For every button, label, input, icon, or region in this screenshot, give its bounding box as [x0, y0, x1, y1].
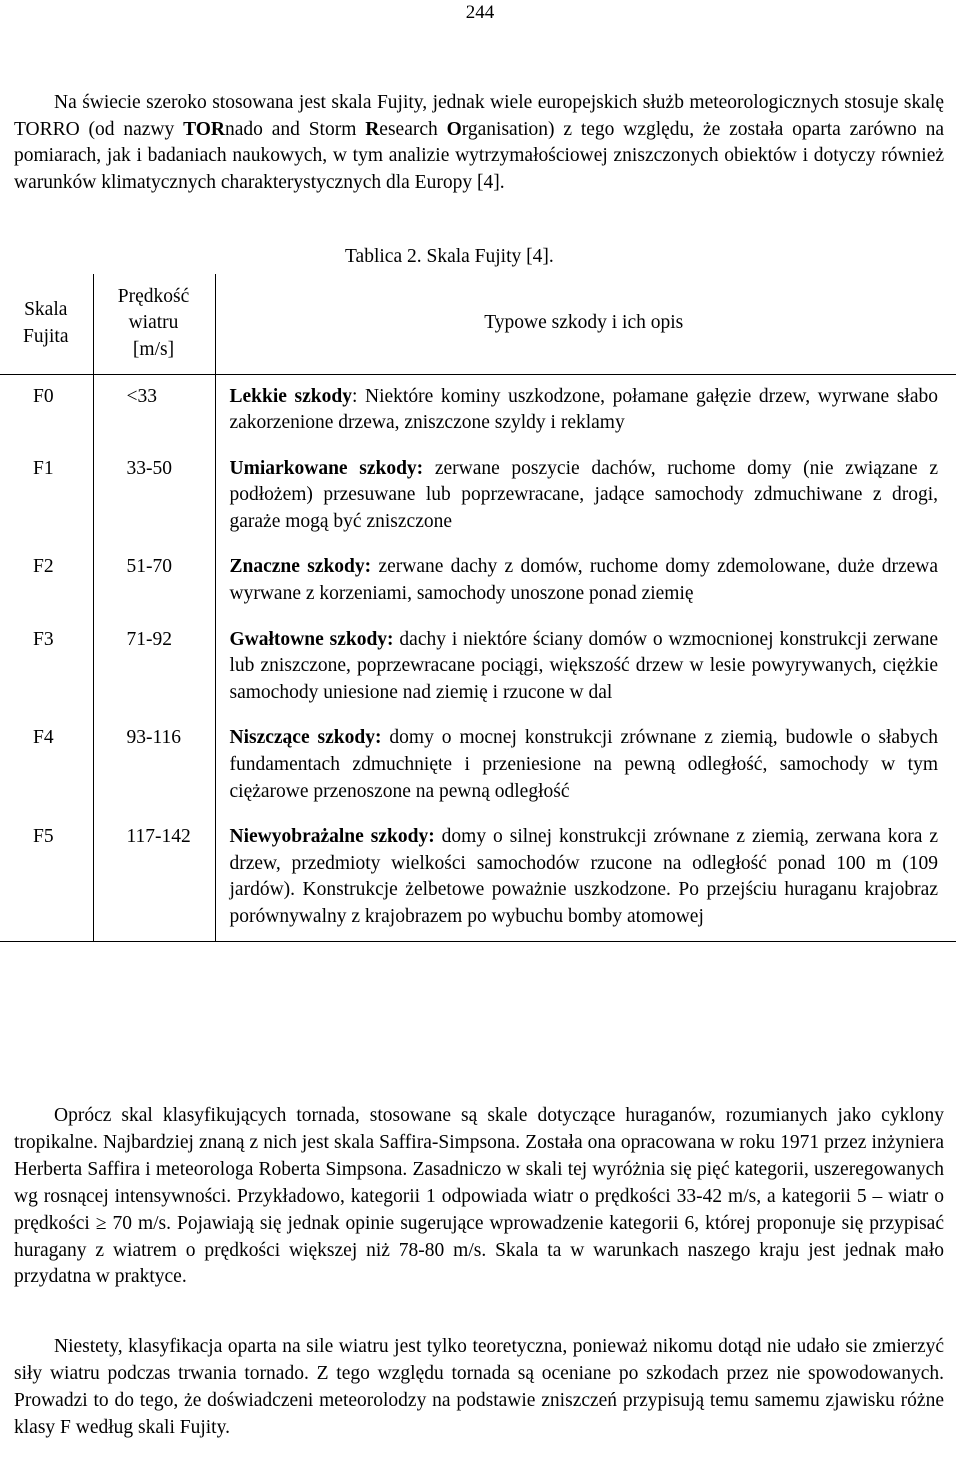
table-caption: Tablica 2. Skala Fujity [4].	[345, 246, 554, 267]
cell-scale: F3	[0, 617, 93, 716]
fujita-table	[0, 274, 956, 942]
cell-damage: Gwałtowne szkody: dachy i niektóre ściany domów o wzmocnionej konstrukcji zerwane lub zniszczone, poprzewracane pociągi, większość drzew w lesie powyrywanych, ciężkie samochody uniesione nad ziemię i rzucone w dal	[229, 628, 939, 703]
cell-damage: Lekkie szkody: Niektóre kominy uszkodzone, połamane gałęzie drzew, wyrwane słabo zakorzenione drzewa, zniszczone szyldy i reklamy	[229, 385, 938, 434]
cell-speed: <33	[93, 374, 215, 446]
cell-scale: F4	[0, 715, 93, 814]
table-row	[0, 814, 956, 941]
header-damage: Typowe szkody i ich opis	[215, 274, 956, 374]
cell-speed: 51-70	[93, 544, 215, 616]
header-scale: Skala Fujita	[0, 274, 93, 374]
cell-speed: 33-50	[93, 446, 215, 545]
cell-damage: Znaczne szkody: zerwane dachy z domów, ruchome domy zdemolowane, duże drzewa wyrwane z korzeniami, samochody unoszone ponad ziemię	[229, 556, 938, 605]
table-row	[0, 374, 956, 446]
cell-speed: 117-142	[93, 814, 215, 941]
cell-damage: Niewyobrażalne szkody: domy o silnej konstrukcji zrównane z ziemią, zerwana kora z drzew, przedmioty wielkości samochodów rzucone na odległość ponad 100 m (109 jardów). Konstrukcje żelbetowe poważnie uszkodzone. Po przejściu huraganu krajobraz porównywalny z krajobrazem po wybuchu bomby atomowej	[215, 814, 956, 941]
intro-paragraph: Na świecie szeroko stosowana jest skala Fujity, jednak wiele europejskich służb meteorologicznych stosuje skalę TORRO (od nazwy TORnado and Storm Research Organisation) z tego względu, że została oparta zarówno na pomiarach, jak i badaniach naukowych, w tym analizie wytrzymałościowej zniszczonych obiektów i dotyczy również warunków klimatycznych charakterystycznych dla Europy [4].	[14, 92, 944, 193]
table-header-row	[0, 274, 956, 374]
cell-damage: Umiarkowane szkody: zerwane poszycie dachów, ruchome domy (nie związane z podłożem) przesuwane lub poprzewracane, jadące samochody zdmuchiwane z drogi, garaże mogą być zniszczone	[229, 457, 938, 532]
cell-speed: 93-116	[93, 715, 215, 814]
table-row	[0, 715, 956, 814]
table-row	[0, 544, 956, 616]
cell-scale: F1	[0, 446, 93, 545]
cell-scale: F0	[0, 374, 93, 446]
header-speed: Prędkość wiatru [m/s]	[93, 274, 215, 374]
table-row	[0, 617, 956, 716]
page-number: 244	[465, 2, 495, 23]
cell-damage: Niszczące szkody: domy o mocnej konstrukcji zrównane z ziemią, budowle o słabych fundamentach zdmuchnięte i przeniesione na pewną odległość, samochody w tym ciężarowe przenoszone na pewną odległość	[229, 727, 938, 802]
cell-scale: F2	[0, 544, 93, 616]
cell-speed: 71-92	[93, 617, 215, 716]
table-row	[0, 446, 956, 545]
saffir-simpson-paragraph: Oprócz skal klasyfikujących tornada, stosowane są skale dotyczące huraganów, rozumianych jako cyklony tropikalne. Najbardziej znaną z nich jest skala Saffira-Simpsona. Została ona opracowana w roku 1971 przez inżyniera Herberta Saffira i meteorologa Roberta Simpsona. Zasadniczo w skali tej wyróżnia się pięć kategorii, uszeregowanych wg rosnącej intensywności. Przykładowo, kategorii 1 odpowiada wiatr o prędkości 33-42 m/s, a kategorii 5 – wiatr o prędkości ≥ 70 m/s. Pojawiają się jednak opinie sugerujące wprowadzenie kategorii 6, której proponuje się przypisać huragany z wiatrem o prędkości większej niż 78-80 m/s. Skala ta w warunkach naszego kraju jest jednak mało przydatna w praktyce.	[14, 1105, 944, 1288]
conclusion-paragraph: Niestety, klasyfikacja oparta na sile wiatru jest tylko teoretyczna, ponieważ nikomu dotąd nie udało sie zmierzyć siły wiatru podczas trwania tornado. Z tego względu tornada są oceniane po szkodach przez nie spowodowanych. Prowadzi to do tego, że doświadczeni meteorolodzy na podstawie zniszczeń przypisują temu samemu zjawisku różne klasy F według skali Fujity.	[14, 1336, 944, 1438]
cell-scale: F5	[0, 814, 93, 941]
